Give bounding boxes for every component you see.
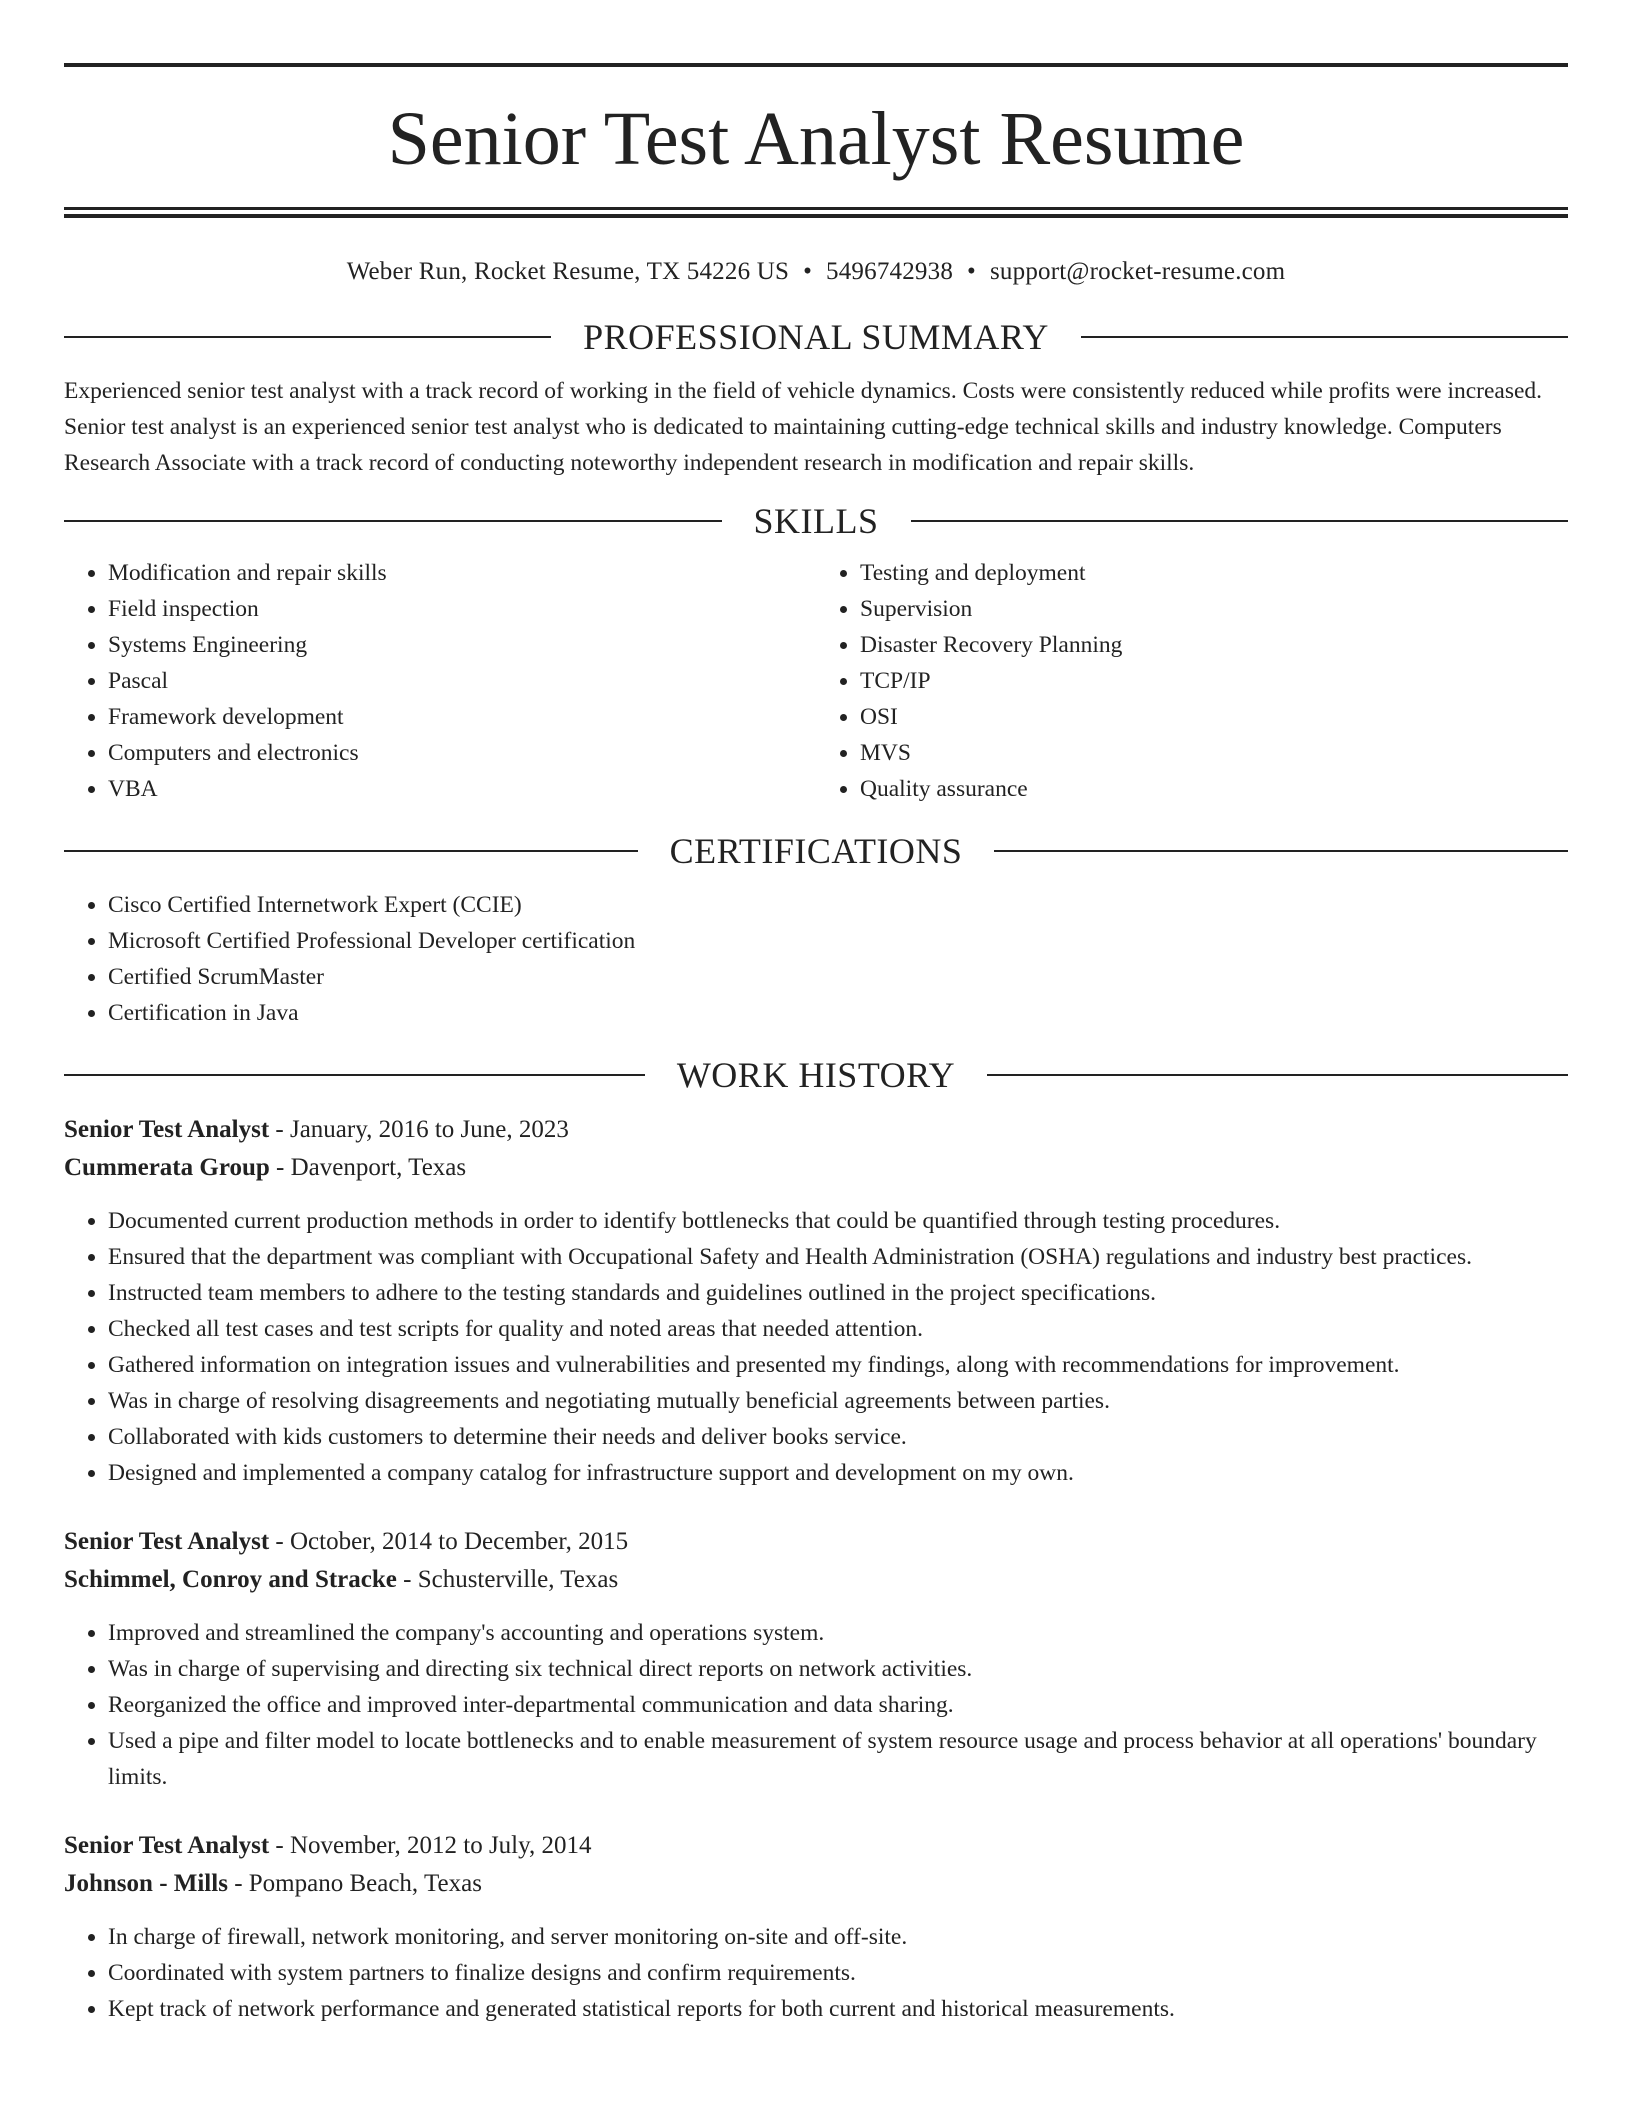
summary-heading-label: PROFESSIONAL SUMMARY bbox=[583, 317, 1049, 357]
heading-rule-left bbox=[64, 336, 551, 338]
job-bullet: • Gathered information on integration issues and vulnerabilities and presented my findings, along with recommendations for improvement. bbox=[108, 1347, 1568, 1383]
job-dates: - January, 2016 to June, 2023 bbox=[269, 1116, 569, 1143]
job-bullet: • Was in charge of supervising and directing six technical direct reports on network activities. bbox=[108, 1651, 1568, 1687]
heading-rule-right bbox=[987, 1074, 1568, 1076]
heading-rule-left bbox=[64, 1074, 645, 1076]
job-header bbox=[64, 1827, 1568, 1903]
certifications-heading bbox=[64, 833, 1568, 869]
skills-columns bbox=[64, 555, 1568, 807]
certifications-list bbox=[64, 887, 1568, 1031]
skill-item: • Quality assurance bbox=[860, 771, 1568, 807]
heading-rule-left bbox=[64, 850, 638, 852]
contact-line bbox=[64, 258, 1568, 286]
work-history-heading-label: WORK HISTORY bbox=[676, 1055, 956, 1095]
title-double-rule bbox=[64, 207, 1568, 218]
summary-text: Experienced senior test analyst with a track record of working in the field of vehicle dynamics. Costs were consistently reduced while profits were increased. Senior test analyst is an experienced senior test analyst who is dedicated to maintaining cutting-edge technical skills and industry knowledge. Computers Research Associate with a track record of conducting noteworthy independent research in modification and repair skills. bbox=[64, 378, 1543, 476]
certification-item: • Certified ScrumMaster bbox=[108, 959, 1568, 995]
resume-title: Senior Test Analyst Resume bbox=[387, 97, 1245, 181]
job-header bbox=[64, 1111, 1568, 1187]
job-location: - Schusterville, Texas bbox=[396, 1566, 619, 1593]
certification-item: • Cisco Certified Internetwork Expert (CCIE) bbox=[108, 887, 1568, 923]
skill-item: • Computers and electronics bbox=[108, 735, 816, 771]
job-bullet: • Checked all test cases and test scripts for quality and noted areas that needed attention. bbox=[108, 1311, 1568, 1347]
skill-item: • Framework development bbox=[108, 699, 816, 735]
contact-address: Weber Run, Rocket Resume, TX 54226 US bbox=[346, 258, 790, 285]
skill-item: • Field inspection bbox=[108, 591, 816, 627]
heading-rule-right bbox=[911, 520, 1569, 522]
job-bullet: • Reorganized the office and improved inter-departmental communication and data sharing. bbox=[108, 1687, 1568, 1723]
job-entry bbox=[64, 1111, 1568, 1491]
resume-page bbox=[64, 63, 1568, 2027]
contact-email: support@rocket-resume.com bbox=[989, 258, 1286, 285]
job-bullet: • Improved and streamlined the company's accounting and operations system. bbox=[108, 1615, 1568, 1651]
job-bullet: • Collaborated with kids customers to determine their needs and deliver books service. bbox=[108, 1419, 1568, 1455]
job-dates: - October, 2014 to December, 2015 bbox=[269, 1528, 629, 1555]
job-bullet: • Used a pipe and filter model to locate bottlenecks and to enable measurement of system resource usage and process behavior at all operations' boundary limits. bbox=[108, 1723, 1568, 1795]
skill-item: • Systems Engineering bbox=[108, 627, 816, 663]
job-role: Senior Test Analyst bbox=[64, 1832, 270, 1859]
job-bullets bbox=[64, 1919, 1568, 2027]
top-rule bbox=[64, 63, 1568, 67]
job-bullet: • In charge of firewall, network monitoring, and server monitoring on-site and off-site. bbox=[108, 1919, 1568, 1955]
heading-rule-left bbox=[64, 520, 722, 522]
job-role: Senior Test Analyst bbox=[64, 1116, 270, 1143]
heading-rule-right bbox=[994, 850, 1568, 852]
contact-phone: 5496742938 bbox=[826, 258, 954, 285]
job-dates: - November, 2012 to July, 2014 bbox=[269, 1832, 592, 1859]
job-role: Senior Test Analyst bbox=[64, 1528, 270, 1555]
skills-list-right bbox=[816, 555, 1568, 807]
skill-item: • OSI bbox=[860, 699, 1568, 735]
job-bullet: • Was in charge of resolving disagreements and negotiating mutually beneficial agreements between parties. bbox=[108, 1383, 1568, 1419]
contact-separator: • bbox=[803, 258, 813, 285]
work-history-heading bbox=[64, 1057, 1568, 1093]
job-bullet: • Instructed team members to adhere to the testing standards and guidelines outlined in the project specifications. bbox=[108, 1275, 1568, 1311]
job-bullet: • Documented current production methods in order to identify bottlenecks that could be quantified through testing procedures. bbox=[108, 1203, 1568, 1239]
job-bullets bbox=[64, 1203, 1568, 1491]
job-company: Schimmel, Conroy and Stracke bbox=[64, 1566, 397, 1593]
skills-list-left bbox=[64, 555, 816, 807]
job-company: Johnson - Mills bbox=[64, 1870, 228, 1897]
job-entry bbox=[64, 1827, 1568, 2027]
certification-item: • Microsoft Certified Professional Developer certification bbox=[108, 923, 1568, 959]
job-header bbox=[64, 1523, 1568, 1599]
skill-item: • VBA bbox=[108, 771, 816, 807]
contact-separator: • bbox=[967, 258, 976, 285]
skill-item: • Supervision bbox=[860, 591, 1568, 627]
skills-heading bbox=[64, 503, 1568, 539]
skill-item: • Testing and deployment bbox=[860, 555, 1568, 591]
summary-heading bbox=[64, 319, 1568, 355]
job-location: - Pompano Beach, Texas bbox=[227, 1870, 482, 1897]
skill-item: • Modification and repair skills bbox=[108, 555, 816, 591]
skill-item: • Pascal bbox=[108, 663, 816, 699]
heading-rule-right bbox=[1081, 336, 1568, 338]
skill-item: • Disaster Recovery Planning bbox=[860, 627, 1568, 663]
job-bullet: • Ensured that the department was compliant with Occupational Safety and Health Administration (OSHA) regulations and industry best practices. bbox=[108, 1239, 1568, 1275]
skill-item: • MVS bbox=[860, 735, 1568, 771]
job-company: Cummerata Group bbox=[64, 1154, 270, 1181]
skill-item: • TCP/IP bbox=[860, 663, 1568, 699]
certification-item: • Certification in Java bbox=[108, 995, 1568, 1031]
job-bullet: • Designed and implemented a company catalog for infrastructure support and development on my own. bbox=[108, 1455, 1568, 1491]
certifications-heading-label: CERTIFICATIONS bbox=[669, 831, 963, 871]
job-bullets bbox=[64, 1615, 1568, 1795]
skills-heading-label: SKILLS bbox=[753, 501, 879, 541]
job-bullet: • Kept track of network performance and generated statistical reports for both current and historical measurements. bbox=[108, 1991, 1568, 2027]
job-bullet: • Coordinated with system partners to finalize designs and confirm requirements. bbox=[108, 1955, 1568, 1991]
job-location: - Davenport, Texas bbox=[269, 1154, 467, 1181]
job-entry bbox=[64, 1523, 1568, 1795]
